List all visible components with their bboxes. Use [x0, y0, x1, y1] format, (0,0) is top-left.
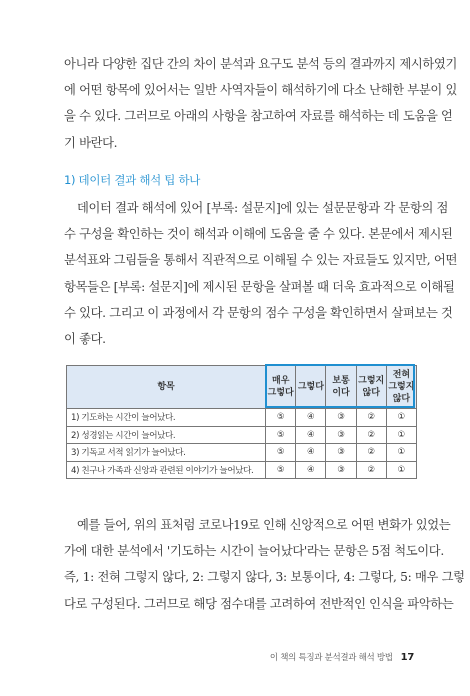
header-option: 매우 그렇다	[266, 366, 296, 409]
page-number: 17	[400, 652, 414, 663]
header-option: 보통 이다	[326, 366, 356, 409]
running-title: 이 책의 특징과 분석결과 해석 방법	[269, 653, 393, 663]
option-cell: ⑤	[266, 426, 296, 444]
option-cell: ①	[386, 409, 416, 427]
header-option: 전혀 그렇지 않다	[386, 366, 416, 409]
text-line: 분석표와 그림들을 통해서 직관적으로 이해될 수 있는 자료들도 있지만, 어떤	[64, 253, 457, 268]
row-label: 4) 친구나 가족과 신앙과 관련된 이야기가 늘어났다.	[67, 461, 266, 479]
table-row	[67, 409, 417, 427]
option-cell: ②	[356, 409, 386, 427]
option-cell: ⑤	[266, 409, 296, 427]
text-line: 수 있다. 그리고 이 과정에서 각 문항의 점수 구성을 확인하면서 살펴보는 것	[64, 305, 453, 320]
header-option: 그렇지 않다	[356, 366, 386, 409]
paragraph-tip	[64, 195, 457, 352]
row-label: 2) 성경읽는 시간이 늘어났다.	[67, 426, 266, 444]
option-cell: ③	[326, 444, 356, 462]
header-option: 그렇다	[296, 366, 326, 409]
text-line: 다로 구성된다. 그러므로 해당 점수대를 고려하여 전반적인 인식을 파악하는	[64, 596, 454, 611]
option-cell: ④	[296, 461, 326, 479]
text-line: 에 어떤 항목에 있어서는 일반 사역자들이 해석하기에 다소 난해한 부분이 있	[64, 83, 457, 98]
paragraph-example	[64, 512, 465, 617]
option-cell: ③	[326, 426, 356, 444]
option-cell: ①	[386, 444, 416, 462]
option-cell: ①	[386, 426, 416, 444]
text-line: 기 바란다.	[64, 135, 118, 150]
paragraph-intro	[64, 51, 457, 156]
text-line: 예를 들어, 위의 표처럼 코로나19로 인해 신앙적으로 어떤 변화가 있었는	[77, 518, 451, 532]
option-cell: ②	[356, 426, 386, 444]
row-label: 3) 기독교 서적 읽기가 늘어났다.	[67, 444, 266, 462]
table-header-row	[67, 366, 417, 409]
text-line: 이 좋다.	[64, 332, 106, 347]
table-row	[67, 426, 417, 444]
option-cell: ③	[326, 461, 356, 479]
text-line: 항목들은 [부록: 설문지]에 제시된 문항을 살펴볼 때 더욱 효과적으로 이해될	[64, 279, 455, 294]
option-cell: ⑤	[266, 461, 296, 479]
likert-scale-table	[66, 365, 417, 479]
text-line: 을 수 있다. 그러므로 아래의 사항을 참고하여 자료를 해석하는 데 도움을 얻	[64, 109, 453, 124]
option-cell: ①	[386, 461, 416, 479]
text-line: 가에 대한 분석에서 '기도하는 시간이 늘어났다'라는 문항은 5점 척도이다.	[64, 544, 444, 559]
text-line: 즉, 1: 전혀 그렇지 않다, 2: 그렇지 않다, 3: 보통이다, 4: 그렇다, 5: 매우 그렇	[64, 570, 465, 585]
table-row	[67, 461, 417, 479]
table-row	[67, 444, 417, 462]
option-cell: ③	[326, 409, 356, 427]
option-cell: ②	[356, 444, 386, 462]
option-cell: ④	[296, 409, 326, 427]
text-line: 아니라 다양한 집단 간의 차이 분석과 요구도 분석 등의 결과까지 제시하였기	[64, 57, 457, 71]
option-cell: ④	[296, 426, 326, 444]
page-footer	[270, 651, 414, 663]
section-heading: 1) 데이터 결과 해석 팁 하나	[64, 173, 201, 187]
option-cell: ②	[356, 461, 386, 479]
header-item: 항목	[67, 366, 266, 409]
option-cell: ⑤	[266, 444, 296, 462]
row-label: 1) 기도하는 시간이 늘어났다.	[67, 409, 266, 427]
option-cell: ④	[296, 444, 326, 462]
text-line: 데이터 결과 해석에 있어 [부록: 설문지]에 있는 설문문항과 각 문항의 점	[77, 201, 449, 215]
text-line: 수 구성을 확인하는 것이 해석과 이해에 도움을 줄 수 있다. 본문에서 제시된	[64, 227, 453, 242]
